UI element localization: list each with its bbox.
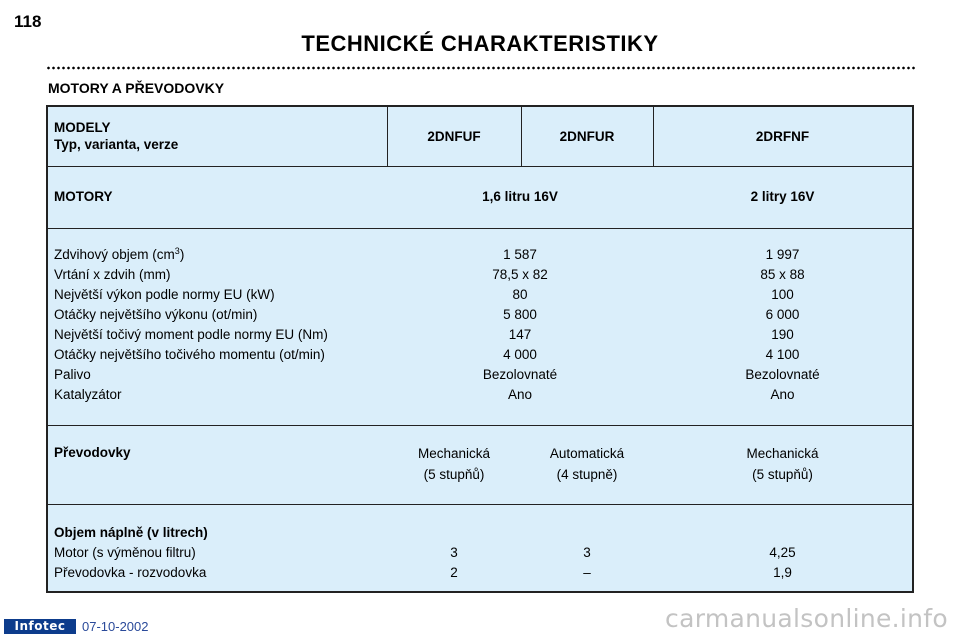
models-label: MODELY: [54, 120, 111, 135]
spec-value: 6 000: [765, 307, 800, 322]
row-divider: [48, 166, 912, 167]
gearboxes-label: Převodovky: [54, 445, 131, 460]
capacity-labels: [54, 523, 208, 583]
spec-values-2-0: [653, 245, 912, 405]
capacity-col-2: [521, 543, 653, 583]
capacity-value: 3: [583, 545, 591, 560]
spec-value: 4 000: [503, 347, 537, 362]
page-title: TECHNICKÉ CHARAKTERISTIKY: [301, 31, 659, 56]
row-divider: [48, 504, 912, 505]
spec-value: 85 x 88: [760, 267, 805, 282]
spec-value: 1 997: [765, 247, 800, 262]
spec-label-fuel: Palivo: [54, 367, 91, 382]
spec-label-torque-rpm: Otáčky největšího točivého momentu (ot/min): [54, 347, 325, 362]
capacity-value: 1,9: [773, 565, 792, 580]
spec-label-bore-stroke: Vrtání x zdvih (mm): [54, 267, 171, 282]
gearbox-gears: (5 stupňů): [423, 467, 485, 482]
page-number: 118: [14, 12, 42, 31]
capacity-value: –: [583, 565, 591, 580]
capacity-label-gearbox: Převodovka - rozvodovka: [54, 565, 207, 580]
spec-value: 80: [512, 287, 528, 302]
spec-labels: [54, 245, 328, 405]
spec-value: 1 587: [503, 247, 537, 262]
spec-value: 100: [771, 287, 794, 302]
gearbox-type: Mechanická: [417, 446, 491, 461]
dotted-divider: [46, 66, 916, 70]
spec-label-catalyst: Katalyzátor: [54, 387, 122, 402]
row-divider: [48, 228, 912, 229]
capacity-value: 4,25: [769, 545, 796, 560]
engine-2-0: 2 litry 16V: [750, 189, 815, 204]
spec-value: 5 800: [503, 307, 537, 322]
capacity-value: 2: [450, 565, 458, 580]
section-heading: MOTORY A PŘEVODOVKY: [48, 80, 225, 96]
gearbox-type: Automatická: [549, 446, 625, 461]
column-header-2dnfuf: 2DNFUF: [427, 129, 481, 144]
capacity-col-1: [387, 543, 521, 583]
gearbox-col-2: [521, 443, 653, 485]
spec-value: 4 100: [765, 347, 800, 362]
gearbox-type: Mechanická: [746, 446, 819, 461]
gearbox-gears: (4 stupně): [556, 467, 618, 482]
spec-label-max-torque: Největší točivý moment podle normy EU (Nm): [54, 327, 328, 342]
type-label: Typ, varianta, verze: [54, 137, 179, 152]
capacity-value: 3: [450, 545, 458, 560]
spec-value: 78,5 x 82: [492, 267, 548, 282]
column-header-2drfnf: 2DRFNF: [755, 129, 810, 144]
infotec-logo: Infotec: [4, 619, 76, 634]
spec-value: 190: [771, 327, 794, 342]
engines-label: MOTORY: [54, 189, 113, 204]
gearbox-col-1: [387, 443, 521, 485]
spec-value: Ano: [507, 387, 533, 402]
capacity-col-3: [653, 543, 912, 583]
capacity-heading: Objem náplně (v litrech): [54, 525, 208, 540]
models-header: [54, 119, 178, 153]
column-header-2dnfur: 2DNFUR: [559, 129, 615, 144]
spec-values-1-6: [387, 245, 653, 405]
spec-value: Bezolovnaté: [482, 367, 558, 382]
row-divider: [48, 425, 912, 426]
spec-label-max-power: Největší výkon podle normy EU (kW): [54, 287, 275, 302]
spec-value: Bezolovnaté: [745, 367, 820, 382]
gearbox-gears: (5 stupňů): [752, 467, 813, 482]
spec-value: 147: [508, 327, 532, 342]
engine-1-6: 1,6 litru 16V: [482, 189, 558, 204]
gearbox-col-3: [653, 443, 912, 485]
spec-table: [46, 105, 914, 593]
spec-value: Ano: [770, 387, 795, 402]
capacity-label-engine: Motor (s výměnou filtru): [54, 545, 196, 560]
watermark: carmanualsonline.info: [665, 604, 948, 633]
spec-label-power-rpm: Otáčky největšího výkonu (ot/min): [54, 307, 258, 322]
spec-label-displacement: Zdvihový objem $(cm^3)$: [54, 246, 185, 262]
footer-date: 07-10-2002: [82, 619, 149, 634]
